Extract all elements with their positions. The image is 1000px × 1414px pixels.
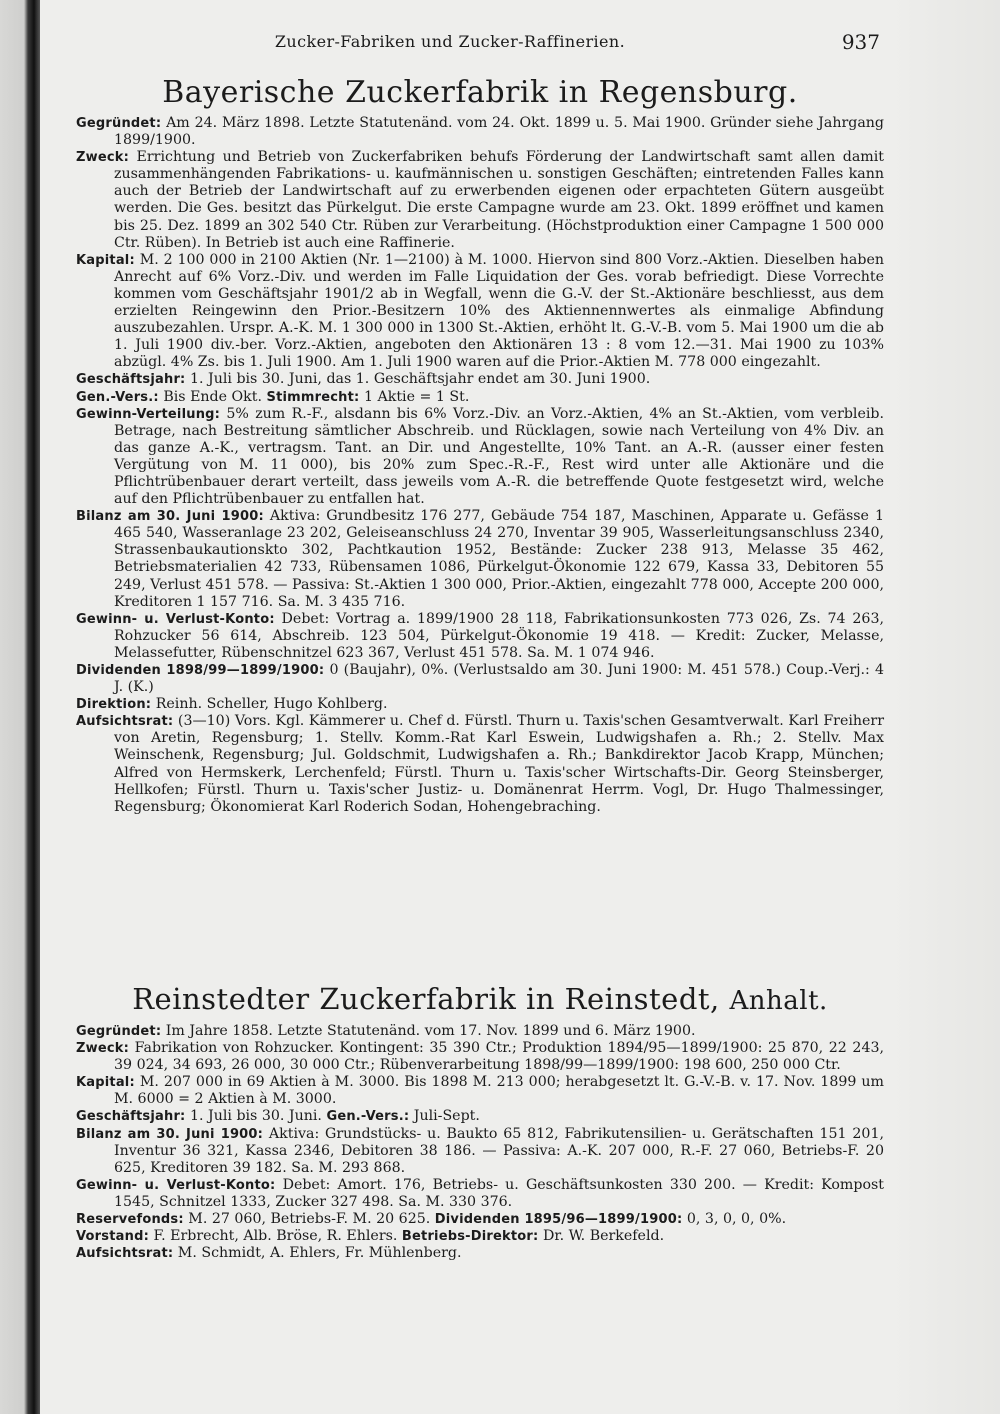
entry-gen-vers [76, 389, 884, 406]
entry-text: 0 (Baujahr), 0%. (Verlustsaldo am 30. Juni 1900: M. 451 578.) Coup.-Verj.: 4 J. (K.) [114, 662, 885, 696]
entry-zweck [76, 149, 884, 252]
entry-gewinn-verlust-konto [76, 1177, 884, 1211]
entry-kapital [76, 252, 884, 372]
page-number: 937 [841, 30, 880, 54]
entry-label: Bilanz am 30. Juni 1900: [76, 509, 264, 525]
entry-label: Dividenden 1898/99—1899/1900: [76, 663, 325, 678]
company-name: Reinstedter Zuckerfabrik in Reinstedt, [132, 982, 720, 1016]
book-binding-edge [0, 0, 40, 1414]
entry-text: Debet: Vortrag a. 1899/1900 28 118, Fabrikationsunkosten 773 026, Zs. 74 263, Rohzucker 56 614, Abschreib. 123 504, Pürkelgut-Ökonomie 19 418. — Kredit: Zucker, Melasse, Melassefutter, Rübenschnitzel 623 367, Verlust 451 578. Sa. M. 1 074 946. [114, 610, 884, 661]
entry-label: Gewinn-Verteilung: [76, 406, 221, 422]
entry-text: 5% zum R.-F., alsdann bis 6% Vorz.-Div. an Vorz.-Aktien, 4% an St.-Aktien, vom verbleib. Betrage, nach Bestreitung sämtlicher Abschreib. und Rücklagen, sowie nach Verteilung von 4% Div. an das ganze A.-K., vertragsm. Tant. an Dir. und Angestellte, 10% Tant. an A.-R. (ausser einer festen Vergütung von M. 11 000), bis 20% zum Spec.-R.-F., Rest wird unter alle Aktionäre und die Pflichtrübenbauer derart verteilt, dass jeweils vom A.-R. die betreffende Quote festgesetzt wird, welche auf den Pflichtrübenbauer zu entfallen hat. [114, 405, 884, 508]
entry-vorstand [76, 1228, 884, 1245]
company-section-bayerische [76, 74, 884, 816]
entry-label: Zweck: [76, 150, 130, 166]
running-head [100, 32, 880, 56]
entry-label: Gegründet: [76, 116, 162, 131]
entry-text-secondary: 1 Aktie = 1 St. [363, 388, 470, 405]
running-title: Zucker-Fabriken und Zucker-Raffinerien. [274, 32, 626, 51]
entry-text: 1. Juli bis 30. Juni, das 1. Geschäftsjahr endet am 30. Juni 1900. [189, 371, 651, 388]
entry-label: Gewinn- u. Verlust-Konto: [76, 1177, 276, 1193]
entry-text: Aktiva: Grundbesitz 176 277, Gebäude 754 187, Maschinen, Apparate u. Gefässe 1 465 540, Wasseranlage 23 202, Geleiseanschluss 24 270, Inventar 39 905, Wasserleitungsanschluss 2340, Strassenbaukautionskto 302, Pachtkaution 1952, Bestände: Zucker 238 913, Melasse 35 462, Betriebsmaterialien 42 733, Rübensamen 1086, Pürkelgut-Ökonomie 122 679, Kassa 33, Debitoren 55 249, Verlust 451 578. — Passiva: St.-Aktien 1 300 000, Prior.-Aktien, eingezahlt 778 000, Accepte 200 000, Kreditoren 1 157 716. Sa. M. 3 435 716. [114, 508, 884, 610]
entry-reservefonds [76, 1211, 884, 1228]
entry-label: Zweck: [76, 1041, 130, 1057]
entry-bilanz [76, 508, 884, 611]
entry-geschaeftsjahr [76, 1108, 884, 1125]
entry-label-secondary: Dividenden 1895/96—1899/1900: [434, 1212, 683, 1228]
entry-text: M. 207 000 in 69 Aktien à M. 3000. Bis 1898 M. 213 000; herabgesetzt lt. G.-V.-B. v. 17. Nov. 1899 um M. 6000 = 2 Aktien à M. 3000. [114, 1074, 884, 1108]
entry-text: Reinh. Scheller, Hugo Kohlberg. [155, 696, 388, 713]
entry-label-secondary: Betriebs-Direktor: [401, 1229, 539, 1245]
company-name: Bayerische Zuckerfabrik in Regensburg. [162, 75, 798, 110]
entry-text: Fabrikation von Rohzucker. Kontingent: 35 390 Ctr.; Produktion 1894/95—1899/1900: 25 870, 22 243, 39 024, 34 693, 26 000, 30 000 Ctr.; Rübenverarbeitung 1898/99—1899/1900: 198 600, 250 000 Ctr. [114, 1040, 885, 1074]
company-region: Anhalt. [729, 986, 828, 1016]
entry-label: Reservefonds: [76, 1212, 184, 1228]
entry-text-secondary: Juli-Sept. [413, 1108, 480, 1125]
entry-text: M. 27 060, Betriebs-F. M. 20 625. [188, 1211, 431, 1228]
entry-text: Aktiva: Grundstücks- u. Baukto 65 812, Fabrikutensilien- u. Gerätschaften 151 201, Inventur 36 321, Kassa 2346, Debitoren 38 186. — Passiva: A.-K. 207 000, R.-F. 27 060, Betriebs-F. 20 625, Kreditoren 39 182. Sa. M. 293 868. [114, 1125, 884, 1176]
entry-label: Gegründet: [76, 1024, 162, 1039]
entry-label: Aufsichtsrat: [76, 714, 174, 730]
entry-label: Geschäftsjahr: [76, 372, 186, 388]
entry-text: Bis Ende Okt. [163, 388, 262, 405]
entry-aufsichtsrat [76, 713, 884, 816]
entry-gewinn-verteilung [76, 406, 884, 509]
entry-text-secondary: 0, 3, 0, 0, 0%. [686, 1211, 787, 1228]
entry-text: Am 24. März 1898. Letzte Statutenänd. vom 24. Okt. 1899 u. 5. Mai 1900. Gründer siehe Jahrgang 1899/1900. [114, 115, 884, 149]
entry-label: Kapital: [76, 1075, 135, 1091]
entry-text: F. Erbrecht, Alb. Bröse, R. Ehlers. [153, 1228, 398, 1245]
paper-edge-shade [890, 0, 1000, 1414]
entry-label: Bilanz am 30. Juni 1900: [76, 1126, 264, 1142]
entry-text-secondary: Dr. W. Berkefeld. [542, 1228, 665, 1245]
entry-label: Gewinn- u. Verlust-Konto: [76, 611, 275, 627]
entry-aufsichtsrat [76, 1245, 884, 1262]
entry-bilanz [76, 1126, 884, 1177]
entry-text: M. Schmidt, A. Ehlers, Fr. Mühlenberg. [177, 1245, 462, 1262]
company-title [76, 74, 884, 112]
entry-geschaeftsjahr [76, 371, 884, 388]
entry-gegruendet [76, 1023, 884, 1040]
entry-text: 1. Juli bis 30. Juni. [189, 1108, 322, 1125]
entry-text: Errichtung und Betrieb von Zuckerfabriken behufs Förderung der Landwirtschaft samt allen damit zusammenhängenden Fabrikations- u. kaufmännischen u. sonstigen Geschäften; eintretenden Falles kann auch der Betrieb der Landwirtschaft auf zu erwerbenden eigenen oder erpachteten Gütern ausgeübt werden. Die Ges. besitzt das Pürkelgut. Die erste Campagne wurde am 23. Okt. 1899 eröffnet und kamen bis 25. Dez. 1899 an 302 540 Ctr. Rüben zur Verarbeitung. (Höchstproduktion einer Campagne 1 500 000 Ctr. Rüben). In Betrieb ist auch eine Raffinerie. [114, 149, 884, 251]
entry-dividenden [76, 662, 884, 696]
entry-label-secondary: Stimmrecht: [266, 389, 360, 405]
entry-zweck [76, 1040, 884, 1074]
entry-label: Aufsichtsrat: [76, 1246, 174, 1262]
entry-text: M. 2 100 000 in 2100 Aktien (Nr. 1—2100) à M. 1000. Hiervon sind 800 Vorz.-Aktien. Dieselben haben Anrecht auf 6% Vorz.-Div. und werden im Falle Liquidation der Ges. vorab befriedigt. Diese Vorrechte kommen vom Geschäftsjahr 1901/2 ab in Wegfall, wenn die G.-V. der St.-Aktionäre beschliesst, aus dem erzielten Reingewinn den Prior.-Besitzern 10% des Aktiennennwertes als einmalige Abfindung auszubezahlen. Urspr. A.-K. M. 1 300 000 in 1300 St.-Aktien, erhöht lt. G.-V.-B. vom 5. Mai 1900 um die ab 1. Juli 1900 div.-ber. Vorz.-Aktien, angeboten den Aktionären 13 : 8 vom 12.—31. Mai 1900 zu 103% abzügl. 4% Zs. bis 1. Juli 1900. Am 1. Juli 1900 waren auf die Prior.-Aktien M. 778 000 eingezahlt. [114, 251, 884, 371]
entry-label: Geschäftsjahr: [76, 1109, 186, 1125]
company-title [76, 980, 884, 1020]
entry-direktion [76, 696, 884, 713]
entry-gegruendet [76, 115, 884, 149]
entry-kapital [76, 1074, 884, 1108]
entry-label-secondary: Gen.-Vers.: [326, 1109, 410, 1125]
entry-label: Gen.-Vers.: [76, 389, 159, 405]
company-section-reinstedter [76, 980, 884, 1262]
entry-text: (3—10) Vors. Kgl. Kämmerer u. Chef d. Fürstl. Thurn u. Taxis'schen Gesamtverwalt. Karl Freiherr von Aretin, Regensburg; 1. Stellv. Komm.-Rat Karl Eswein, Ludwigshafen a. Rh.; 2. Stellv. Max Weinschenk, Regensburg; Jul. Goldschmit, Ludwigshafen a. Rh.; Bankdirektor Jacob Krapp, München; Alfred von Hermskerk, Lerchenfeld; Fürstl. Thurn u. Taxis'scher Wirtschafts-Dir. Georg Steinsberger, Hellkofen; Fürstl. Thurn u. Taxis'scher Justiz- u. Domänenrat Herrm. Vogl, Dr. Hugo Thalmessinger, Regensburg; Ökonomierat Karl Roderich Sodan, Hohengebraching. [114, 713, 884, 815]
entry-label: Direktion: [76, 697, 152, 713]
entry-label: Vorstand: [76, 1229, 149, 1245]
entry-label: Kapital: [76, 252, 135, 268]
entry-text: Im Jahre 1858. Letzte Statutenänd. vom 17. Nov. 1899 und 6. März 1900. [165, 1023, 696, 1039]
entry-gewinn-verlust-konto [76, 611, 884, 662]
entry-text: Debet: Amort. 176, Betriebs- u. Geschäftsunkosten 330 200. — Kredit: Kompost 1545, Schnitzel 1333, Zucker 327 498. Sa. M. 330 376. [114, 1176, 884, 1210]
